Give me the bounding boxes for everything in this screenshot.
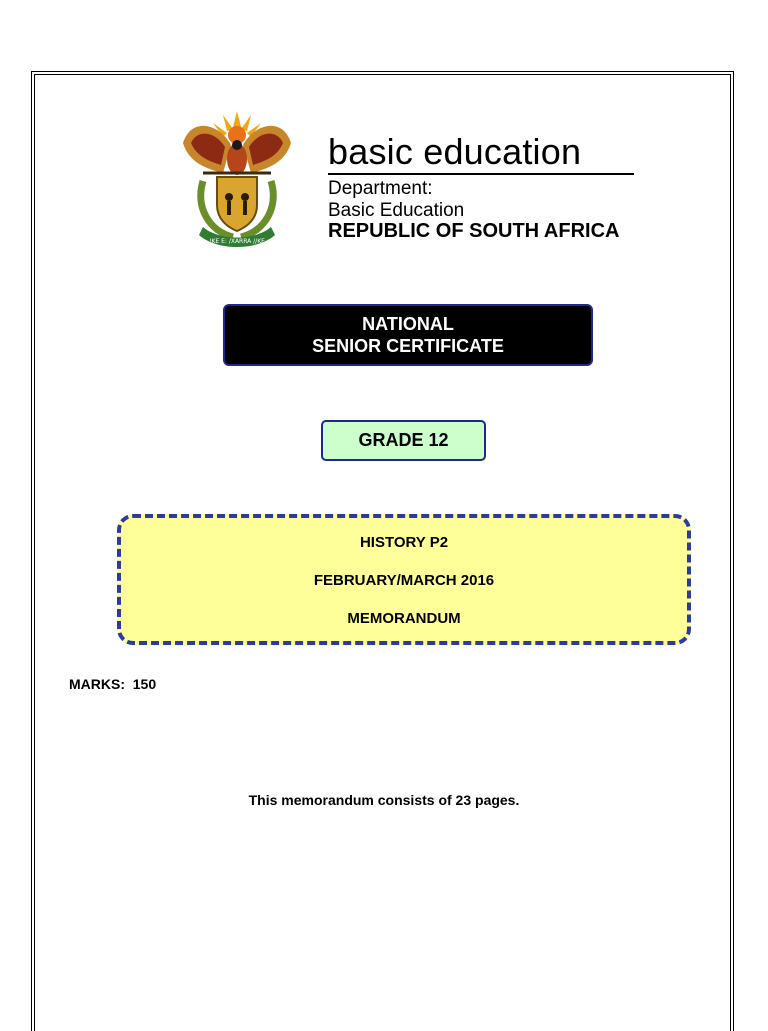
paper-title: HISTORY P2 [359, 534, 449, 551]
country-name: REPUBLIC OF SOUTH AFRICA [328, 220, 620, 242]
grade-badge [321, 420, 486, 461]
total-marks: MARKS: 150 [69, 676, 157, 692]
department-name: Basic Education [328, 200, 465, 221]
department-label: Department: [328, 178, 433, 199]
emblem-motto: !KE E: /XARRA //KE [209, 238, 265, 245]
brand-title: basic education [328, 131, 582, 172]
certificate-banner [223, 304, 593, 366]
coat-of-arms-icon [173, 103, 301, 253]
certificate-line-2: SENIOR CERTIFICATE [312, 336, 504, 356]
page-count-note: This memorandum consists of 23 pages. [248, 792, 520, 808]
exam-session: FEBRUARY/MARCH 2016 [313, 572, 495, 589]
document-type: MEMORANDUM [347, 610, 461, 627]
grade-label: GRADE 12 [358, 430, 449, 450]
department-logo [161, 91, 649, 263]
brand-divider [328, 173, 634, 175]
subject-panel [117, 514, 691, 645]
certificate-line-1: NATIONAL [362, 314, 454, 334]
